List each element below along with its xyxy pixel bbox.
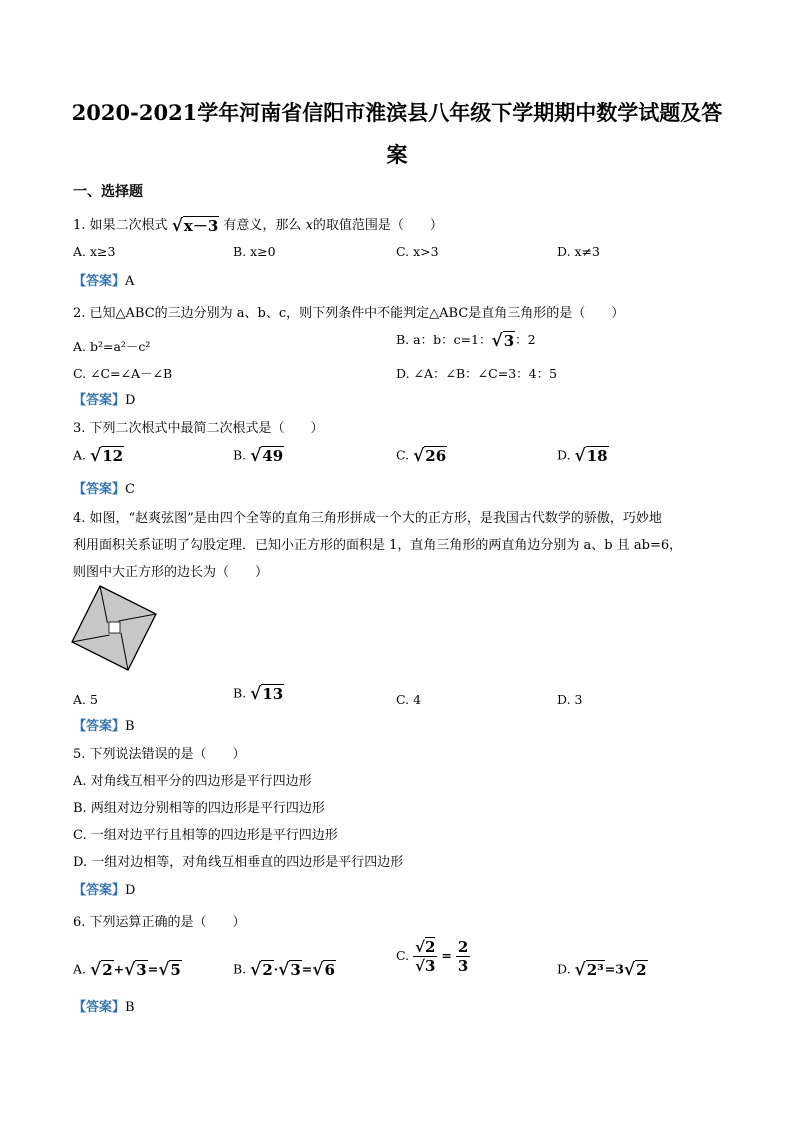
q6-option-b: B. √2·√3=√6 — [233, 960, 335, 980]
q1-answer: 【答案】A — [73, 274, 135, 289]
question-1-stem: 1. 如果二次根式 √x－3 有意义，那么 x的取值范围是（ ） — [73, 216, 443, 236]
q3-option-b: B. √49 — [233, 446, 284, 466]
q2-option-d: D. ∠A：∠B：∠C=3：4：5 — [396, 366, 558, 381]
q4-option-b: B. √13 — [233, 684, 284, 704]
q2-answer: 【答案】D — [73, 393, 136, 408]
q5-answer: 【答案】D — [73, 883, 136, 898]
q5-option-d: D. 一组对边相等，对角线互相垂直的四边形是平行四边形 — [73, 855, 404, 870]
title-line-2: 案 — [386, 142, 408, 167]
q5-option-a: A. 对角线互相平分的四边形是平行四边形 — [73, 774, 312, 789]
q3-answer: 【答案】C — [73, 482, 135, 497]
q3-option-d: D. √18 — [557, 446, 608, 466]
q5-option-b: B. 两组对边分别相等的四边形是平行四边形 — [73, 801, 325, 816]
q1-option-d: D. x≠3 — [557, 244, 600, 259]
question-2-stem: 2. 已知△ABC的三边分别为 a、b、c，则下列条件中不能判定△ABC是直角三角形的是（ ） — [73, 306, 625, 321]
q4-answer: 【答案】B — [73, 719, 135, 734]
zhao-shuang-diagram — [70, 584, 160, 674]
q2-option-c: C. ∠C=∠A－∠B — [73, 366, 173, 381]
q1-option-c: C. x>3 — [396, 244, 439, 259]
title-line-1: 2020-2021学年河南省信阳市淮滨县八年级下学期期中数学试题及答 — [71, 100, 723, 125]
q6-option-c: C. $\frac{√2}{√3}$ = $\frac{2}{3}$ — [396, 938, 469, 975]
question-6-stem: 6. 下列运算正确的是（ ） — [73, 915, 246, 930]
q4-option-d: D. 3 — [557, 692, 583, 707]
q6-option-a: A. √2+√3=√5 — [73, 960, 181, 980]
q1-option-a: A. x≥3 — [73, 244, 116, 259]
q6-option-d: D. √2³=3√2 — [557, 960, 647, 980]
question-4-stem-3: 则图中大正方形的边长为（ ） — [73, 565, 269, 580]
question-4-stem-2: 利用面积关系证明了勾股定理．已知小正方形的面积是 1，直角三角形的两直角边分别为 a、b 且 ab=6， — [73, 538, 683, 553]
question-4-stem-1: 4. 如图，“赵爽弦图”是由四个全等的直角三角形拼成一个大的正方形，是我国古代数学的骄傲，巧妙地 — [73, 511, 662, 526]
inner-square — [109, 622, 120, 633]
radical-expression: √x－3 — [171, 216, 219, 236]
document-title — [60, 92, 734, 176]
q3-option-a: A. √12 — [73, 446, 124, 466]
q2-option-a: A. b²=a²－c² — [73, 339, 151, 354]
q4-option-a: A. 5 — [73, 692, 98, 707]
q5-option-c: C. 一组对边平行且相等的四边形是平行四边形 — [73, 828, 338, 843]
q4-option-c: C. 4 — [396, 692, 422, 707]
q3-option-c: C. √26 — [396, 446, 447, 466]
question-5-stem: 5. 下列说法错误的是（ ） — [73, 747, 246, 762]
q1-option-b: B. x≥0 — [233, 244, 276, 259]
section-heading: 一、选择题 — [73, 184, 143, 200]
question-3-stem: 3. 下列二次根式中最简二次根式是（ ） — [73, 421, 324, 436]
q2-option-b: B. a：b：c=1：√3：2 — [396, 330, 536, 351]
q6-answer: 【答案】B — [73, 1000, 135, 1015]
